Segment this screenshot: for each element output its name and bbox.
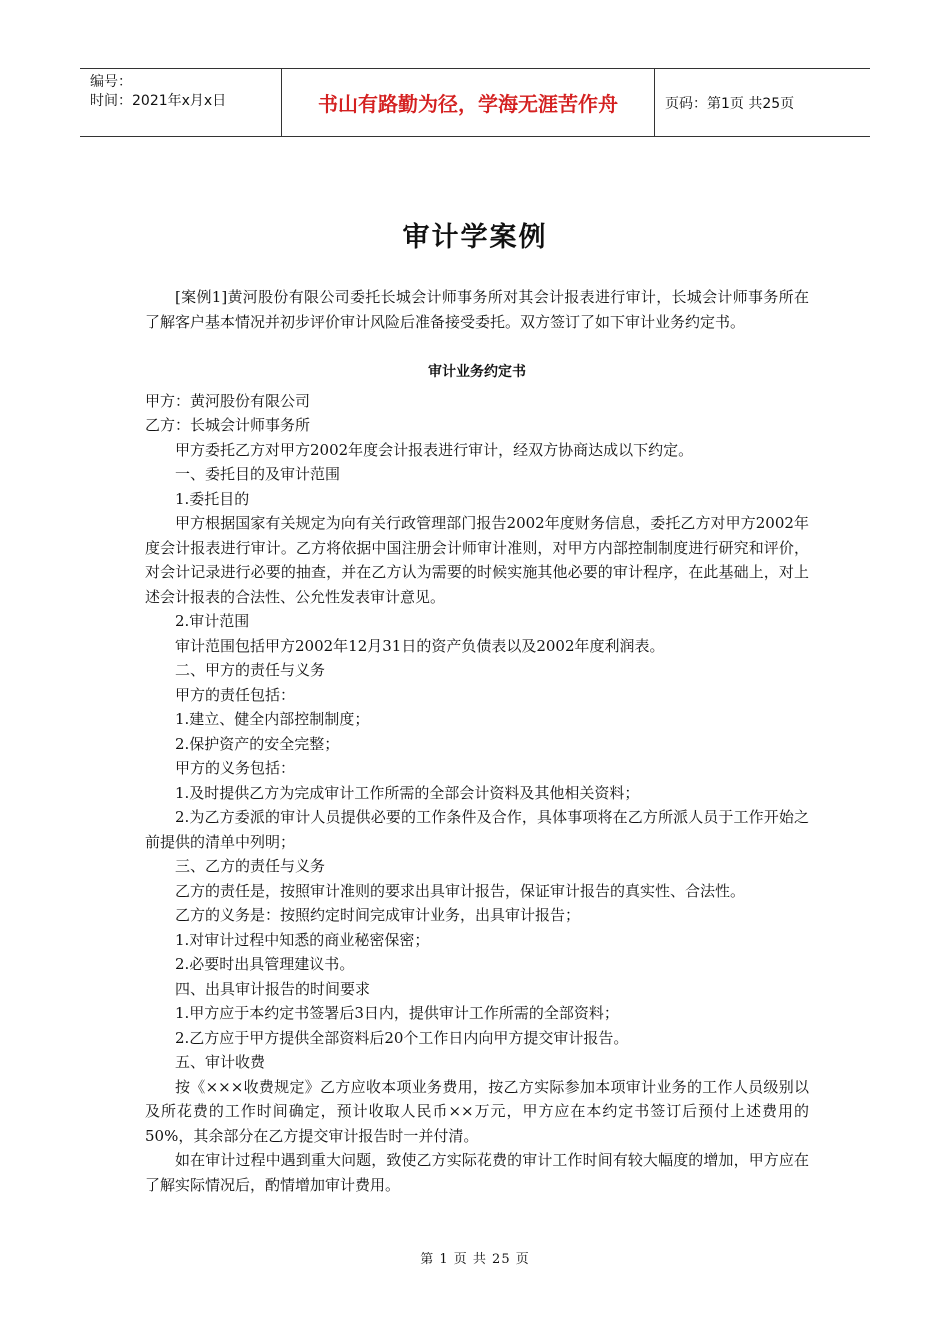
contract-paragraph: 1.对审计过程中知悉的商业秘密保密； <box>175 930 430 949</box>
contract-paragraph: 乙方的责任是，按照审计准则的要求出具审计报告，保证审计报告的真实性、合法性。 <box>175 881 746 900</box>
page-header <box>80 68 870 137</box>
contract-paragraph: 乙方的义务是：按照约定时间完成审计业务，出具审计报告； <box>175 906 581 924</box>
contract-paragraph: 甲方的义务包括： <box>175 759 296 777</box>
header-motto: 书山有路勤为径，学海无涯苦作舟 <box>281 69 655 136</box>
party-b: 乙方：长城会计师事务所 <box>145 416 311 434</box>
contract-paragraph: 一、委托目的及审计范围 <box>175 465 341 483</box>
document-title: 审计学案例 <box>402 222 548 253</box>
contract-paragraphs <box>145 438 809 1198</box>
contract-paragraph: 1.建立、健全内部控制制度； <box>175 710 370 728</box>
contract-paragraph: 1.甲方应于本约定书签署后3日内，提供审计工作所需的全部资料； <box>175 1004 619 1022</box>
contract-paragraph: 1.委托目的 <box>175 489 250 508</box>
contract-paragraph: 甲方的责任包括： <box>175 685 296 704</box>
header-page-info: 页码：第1页 共25页 <box>665 95 795 112</box>
header-meta <box>80 69 281 136</box>
page-footer: 第 1 页 共 25 页 <box>420 1252 530 1267</box>
contract-paragraph: 审计范围包括甲方2002年12月31日的资产负债表以及2002年度利润表。 <box>175 636 665 655</box>
contract-paragraph: 2.乙方应于甲方提供全部资料后20个工作日内向甲方提交审计报告。 <box>175 1028 629 1047</box>
contract-paragraph: 甲方委托乙方对甲方2002年度会计报表进行审计，经双方协商达成以下约定。 <box>175 440 694 459</box>
number-label: 编号： <box>90 74 132 90</box>
party-a: 甲方：黄河股份有限公司 <box>145 391 311 410</box>
time-label: 时间：2021年x月x日 <box>90 93 227 109</box>
contract-paragraph: 三、乙方的责任与义务 <box>175 857 326 875</box>
contract-paragraph: 1.及时提供乙方为完成审计工作所需的全部会计资料及其他相关资料； <box>175 783 640 802</box>
contract-paragraph: 四、出具审计报告的时间要求 <box>175 979 371 998</box>
contract-paragraph: 甲方根据国家有关规定为向有关行政管理部门报告2002年度财务信息，委托乙方对甲方2002年度会计报表进行审计。乙方将依据中国注册会计师审计准则，对甲方内部控制制度进行研究和评价，对会计记录进行必要的抽查，并在乙方认为需要的时候实施其他必要的审计程序，在此基础上，对上述会计报表的合法性、公允性发表审计意见。 <box>145 514 809 606</box>
contract-paragraph: 如在审计过程中遇到重大问题，致使乙方实际花费的审计工作时间有较大幅度的增加，甲方应在了解实际情况后，酌情增加审计费用。 <box>145 1151 809 1194</box>
contract-paragraph: 二、甲方的责任与义务 <box>175 661 326 679</box>
contract-paragraph: 2.审计范围 <box>175 612 250 630</box>
document-body <box>145 285 809 1197</box>
contract-paragraph: 2.保护资产的安全完整； <box>175 734 340 753</box>
contract-paragraph: 2.为乙方委派的审计人员提供必要的工作条件及合作，具体事项将在乙方所派人员于工作开始之前提供的清单中列明； <box>145 808 809 851</box>
contract-paragraph: 五、审计收费 <box>175 1053 266 1071</box>
case-intro: [案例1]黄河股份有限公司委托长城会计师事务所对其会计报表进行审计，长城会计师事务所在了解客户基本情况并初步评价审计风险后准备接受委托。双方签订了如下审计业务约定书。 <box>145 288 809 331</box>
contract-paragraph: 按《×××收费规定》乙方应收本项业务费用，按乙方实际参加本项审计业务的工作人员级别以及所花费的工作时间确定，预计收取人民币××万元，甲方应在本约定书签订后预付上述费用的50%，其余部分在乙方提交审计报告时一并付清。 <box>145 1077 809 1145</box>
contract-title: 审计业务约定书 <box>428 364 526 380</box>
contract-paragraph: 2.必要时出具管理建议书。 <box>175 955 355 973</box>
